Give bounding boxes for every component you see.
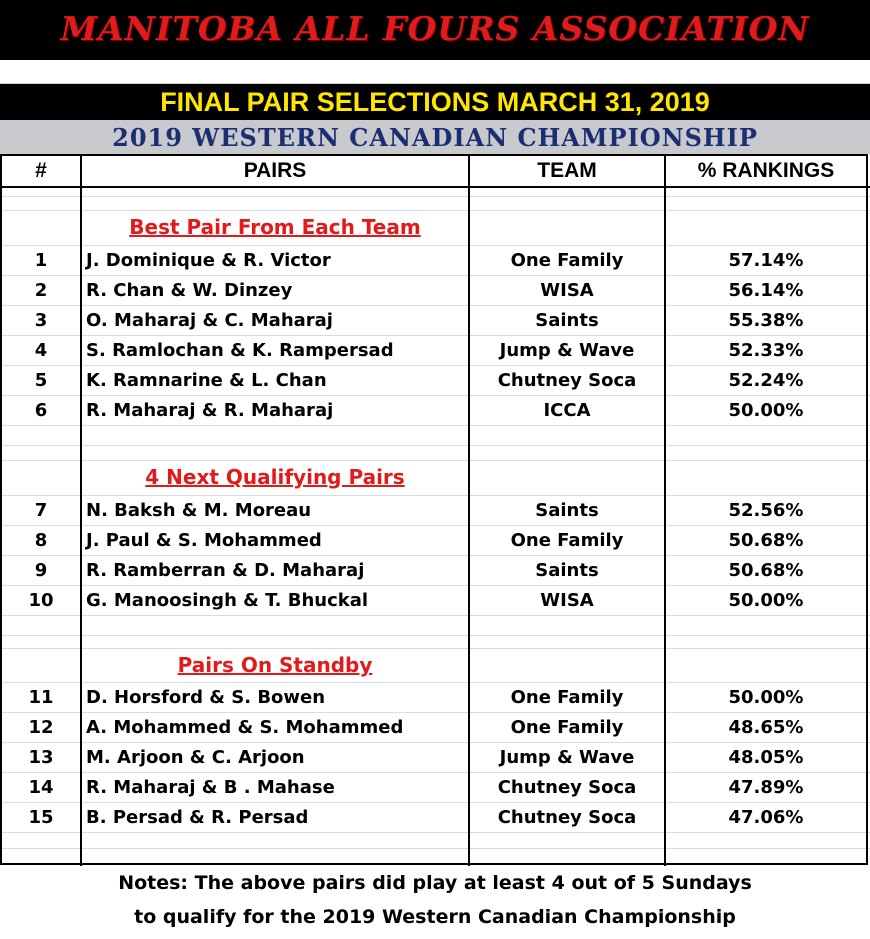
pair-names: J. Paul & S. Mohammed xyxy=(86,530,322,551)
notes xyxy=(0,866,870,939)
pair-names: R. Maharaj & R. Maharaj xyxy=(86,400,334,421)
ranking-percent: 57.14% xyxy=(728,250,804,271)
ranking-percent: 48.65% xyxy=(728,717,804,738)
section-title: Best Pair From Each Team xyxy=(129,215,421,239)
row-number: 9 xyxy=(34,560,48,581)
ranking-percent: 52.33% xyxy=(728,340,804,361)
pair-names: O. Maharaj & C. Maharaj xyxy=(86,310,333,331)
notes-line-1: Notes: The above pairs did play at least 4 out of 5 Sundays xyxy=(118,872,752,894)
row-number: 1 xyxy=(34,250,48,271)
pair-names: S. Ramlochan & K. Rampersad xyxy=(86,340,394,361)
ranking-percent: 47.89% xyxy=(728,777,804,798)
final-selections-title: FINAL PAIR SELECTIONS MARCH 31, 2019 xyxy=(0,84,870,120)
section-title: 4 Next Qualifying Pairs xyxy=(145,465,405,489)
table-row xyxy=(0,683,870,713)
team-name: Jump & Wave xyxy=(499,747,635,768)
table-row xyxy=(0,586,870,616)
team-name: One Family xyxy=(510,687,624,708)
section-title: Pairs On Standby xyxy=(177,653,373,677)
team-name: Chutney Soca xyxy=(497,807,637,828)
team-name: Chutney Soca xyxy=(497,777,637,798)
pair-names: M. Arjoon & C. Arjoon xyxy=(86,747,305,768)
team-name: Jump & Wave xyxy=(499,340,635,361)
row-number: 10 xyxy=(28,590,54,611)
team-name: One Family xyxy=(510,717,624,738)
table-row xyxy=(0,713,870,743)
row-number: 11 xyxy=(28,687,54,708)
header-pairs: PAIRS xyxy=(243,159,307,182)
row-number: 3 xyxy=(34,310,48,331)
team-name: Saints xyxy=(535,560,599,581)
ranking-percent: 50.68% xyxy=(728,560,804,581)
team-name: WISA xyxy=(540,280,594,301)
table-row xyxy=(0,743,870,773)
ranking-percent: 50.00% xyxy=(728,400,804,421)
team-name: Saints xyxy=(535,310,599,331)
table-row xyxy=(0,773,870,803)
pair-names: B. Persad & R. Persad xyxy=(86,807,309,828)
pair-names: G. Manoosingh & T. Bhuckal xyxy=(86,590,369,611)
ranking-percent: 48.05% xyxy=(728,747,804,768)
pair-names: R. Ramberran & D. Maharaj xyxy=(86,560,365,581)
ranking-percent: 47.06% xyxy=(728,807,804,828)
header-divider xyxy=(0,186,870,188)
team-name: ICCA xyxy=(543,400,591,421)
table-row xyxy=(0,336,870,366)
team-name: WISA xyxy=(540,590,594,611)
team-name: Chutney Soca xyxy=(497,370,637,391)
team-name: One Family xyxy=(510,250,624,271)
row-number: 4 xyxy=(34,340,48,361)
pair-names: R. Maharaj & B . Mahase xyxy=(86,777,335,798)
header-number: # xyxy=(35,159,47,182)
table-row xyxy=(0,803,870,833)
table-row xyxy=(0,496,870,526)
pair-names: A. Mohammed & S. Mohammed xyxy=(86,717,404,738)
notes-line-2: to qualify for the 2019 Western Canadian Championship xyxy=(134,906,736,928)
table-row xyxy=(0,366,870,396)
pair-names: K. Ramnarine & L. Chan xyxy=(86,370,327,391)
association-title: MANITOBA ALL FOURS ASSOCIATION xyxy=(0,0,870,60)
header-team: TEAM xyxy=(537,159,597,182)
ranking-percent: 50.68% xyxy=(728,530,804,551)
table-row xyxy=(0,246,870,276)
table-row xyxy=(0,526,870,556)
row-number: 2 xyxy=(34,280,48,301)
ranking-percent: 55.38% xyxy=(728,310,804,331)
header-rankings: % RANKINGS xyxy=(697,159,835,182)
pair-names: D. Horsford & S. Bowen xyxy=(86,687,326,708)
row-number: 5 xyxy=(34,370,48,391)
table-row xyxy=(0,276,870,306)
pair-names: J. Dominique & R. Victor xyxy=(86,250,331,271)
row-number: 7 xyxy=(34,500,48,521)
pair-names: R. Chan & W. Dinzey xyxy=(86,280,293,301)
championship-title: 2019 WESTERN CANADIAN CHAMPIONSHIP xyxy=(0,120,870,154)
team-name: Saints xyxy=(535,500,599,521)
ranking-percent: 50.00% xyxy=(728,590,804,611)
team-name: One Family xyxy=(510,530,624,551)
ranking-percent: 52.24% xyxy=(728,370,804,391)
spacer-row xyxy=(0,60,870,84)
row-number: 6 xyxy=(34,400,48,421)
table-row xyxy=(0,306,870,336)
row-number: 8 xyxy=(34,530,48,551)
row-number: 15 xyxy=(28,807,54,828)
ranking-percent: 50.00% xyxy=(728,687,804,708)
pair-names: N. Baksh & M. Moreau xyxy=(86,500,312,521)
row-number: 14 xyxy=(28,777,54,798)
row-number: 12 xyxy=(28,717,54,738)
row-number: 13 xyxy=(28,747,54,768)
table-row xyxy=(0,396,870,426)
table-row xyxy=(0,556,870,586)
ranking-percent: 56.14% xyxy=(728,280,804,301)
ranking-percent: 52.56% xyxy=(728,500,804,521)
